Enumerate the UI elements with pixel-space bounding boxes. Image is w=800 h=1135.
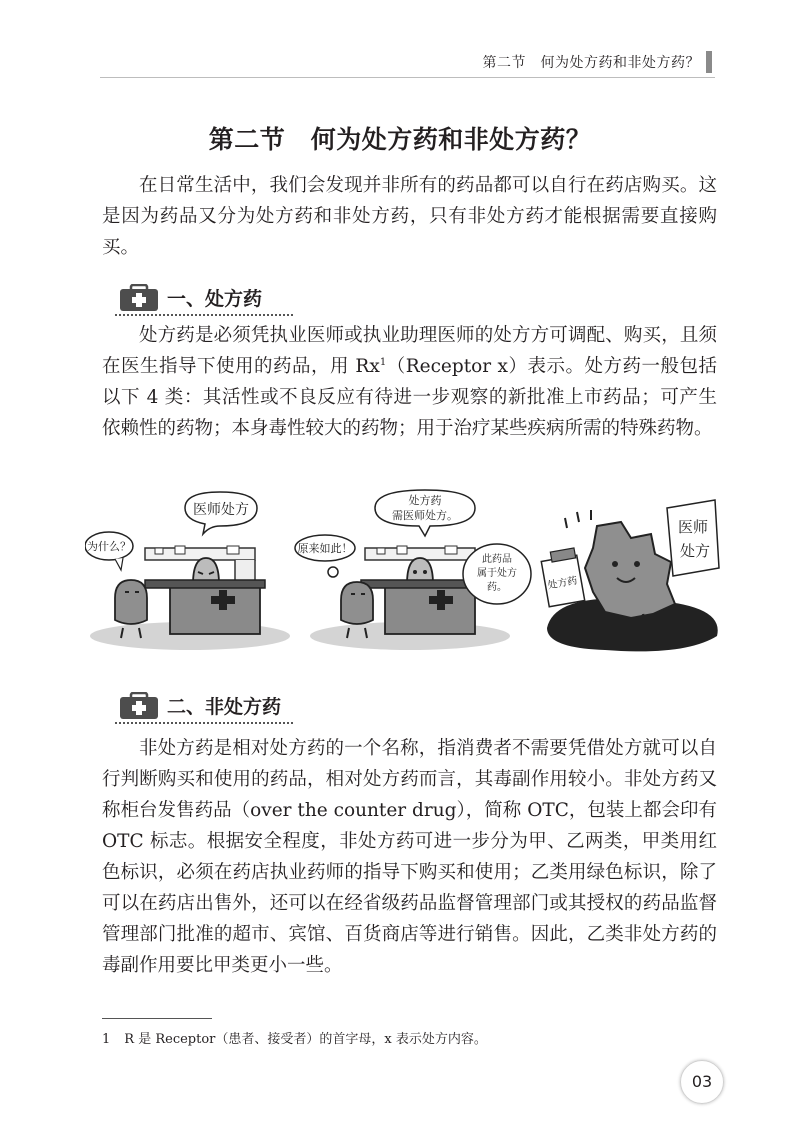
page-title: 第二节 何为处方药和非处方药？ (208, 125, 592, 154)
section-heading-otc (115, 688, 415, 728)
footnote (102, 1028, 487, 1047)
footnote-rule (102, 1018, 212, 1019)
panel2-right-bubble-line2: 属于处方 (477, 568, 517, 579)
running-head-title: 第二节 何为处方药和非处方药？ (482, 55, 700, 71)
dotted-underline (115, 314, 293, 316)
panel2-bubble-line1: 处方药 (408, 494, 442, 507)
prescription-paragraph (102, 320, 717, 444)
panel3-box-label: 处方药 (546, 575, 579, 592)
header-rule (100, 77, 715, 78)
otc-paragraph: 非处方药是相对处方药的一个名称，指消费者不需要凭借处方就可以自行判断购买和使用的药品，相对处方药而言，其毒副作用较小。非处方药又称柜台发售药品（over the counter drug），简称 OTC，包装上都会印有 OTC 标志。根据安全程度，非处方药可进一步分为甲、乙两类，甲类用红色标识，必须在药店执业药师的指导下购买和使用；乙类用绿色标识，除了可以在药店出售外，还可以在经省级药品监督管理部门或其授权的药品监督管理部门批准的超市、宾馆、百货商店等进行销售。因此，乙类非处方药的毒副作用要比甲类更小一些。 (102, 738, 717, 976)
panel2-right-bubble-line1: 此药品 (482, 554, 512, 565)
panel1-side-bubble-text: 为什么？ (87, 540, 131, 553)
section-heading-label: 一、处方药 (167, 288, 263, 310)
panel3-sign-line1: 医师 (677, 518, 709, 536)
section-heading-prescription (115, 280, 415, 320)
header-bar (706, 51, 712, 73)
panel3-sign-line2: 处方 (679, 542, 711, 560)
footnote-marker: 1 (379, 356, 387, 368)
panel2-bubble-line2: 需医师处方。 (392, 509, 458, 522)
footnote-number: 1 (102, 1032, 111, 1047)
page-number: 03 (680, 1060, 724, 1104)
medical-kit-icon (119, 284, 159, 312)
panel-2 (295, 490, 531, 650)
intro-paragraph: 在日常生活中，我们会发现并非所有的药品都可以自行在药店购买。这是因为药品又分为处方药和非处方药，只有非处方药才能根据需要直接购买。 (102, 175, 717, 258)
dotted-underline (115, 722, 293, 724)
prescription-text-start: 处方药是必须凭执业医师或执业助理医师的处方方可调配、购买，且须在医生指导下使用的药品，用 Rx (102, 325, 717, 377)
panel2-left-bubble: 原来如此！ (297, 542, 353, 555)
section-heading-label: 二、非处方药 (167, 696, 282, 718)
panel1-bubble-text: 医师处方 (193, 502, 249, 518)
illustration-strip (85, 488, 725, 663)
prescription-text-end: （Receptor x）表示。处方药一般包括以下 4 类：其活性或不良反应有待进一步观察的新批准上市药品；可产生依赖性的药物；本身毒性较大的药物；用于治疗某些疾病所需的特殊药物。 (102, 356, 718, 439)
medical-kit-icon (119, 692, 159, 720)
footnote-text: R 是 Receptor（患者、接受者）的首字母，x 表示处方内容。 (124, 1032, 487, 1047)
panel-1 (85, 492, 290, 650)
running-head (0, 0, 800, 80)
panel-3 (541, 500, 719, 651)
panel2-right-bubble-line3: 药。 (487, 582, 507, 593)
